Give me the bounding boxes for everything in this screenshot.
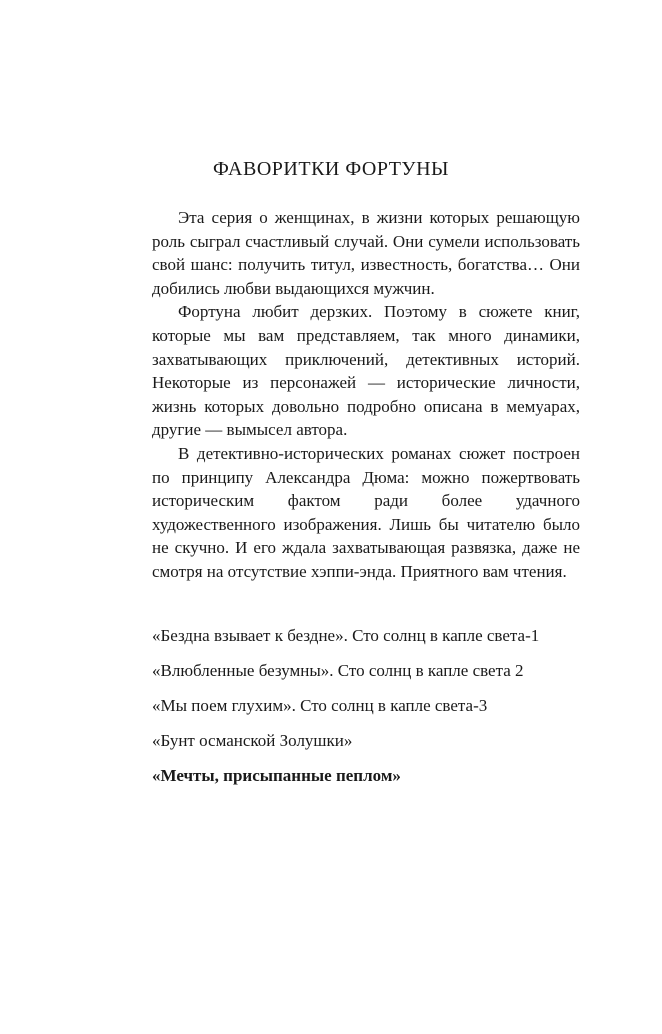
intro-paragraph: В детективно-исторических романах сюжет построен по принципу Александра Дюма: можно пожертвовать историческим фактом ради более удачного художественного изображения. Лишь бы читателю было не скучно. И его ждала захватывающая развязка, даже не смотря на отсутствие хэппи-энда. Приятного вам чтения. bbox=[152, 443, 580, 581]
series-title: ФАВОРИТКИ ФОРТУНЫ bbox=[213, 158, 449, 180]
book-title: «Влюбленные безумны». Сто солнц в капле света 2 bbox=[152, 661, 524, 680]
series-intro bbox=[152, 206, 580, 584]
intro-paragraph: Эта серия о женщинах, в жизни которых решающую роль сыграл счастливый случай. Они сумели использовать свой шанс: получить титул, известность, богатства… Они добились любви выдающихся мужчин. bbox=[152, 208, 580, 298]
book-title: «Мы поем глухим». Сто солнц в капле света-3 bbox=[152, 696, 488, 715]
current-book-title: «Мечты, присыпанные пеплом» bbox=[152, 766, 401, 785]
book-title: «Бунт османской Золушки» bbox=[152, 731, 353, 750]
book-title: «Бездна взывает к бездне». Сто солнц в капле света-1 bbox=[152, 626, 540, 645]
intro-paragraph: Фортуна любит дерзких. Поэтому в сюжете книг, которые мы вам представляем, так много динамики, захватывающих приключений, детективных историй. Некоторые из персонажей — исторические личности, жизнь которых довольно подробно описана в мемуарах, другие — вымысел автора. bbox=[152, 302, 580, 440]
book-list bbox=[152, 624, 592, 799]
